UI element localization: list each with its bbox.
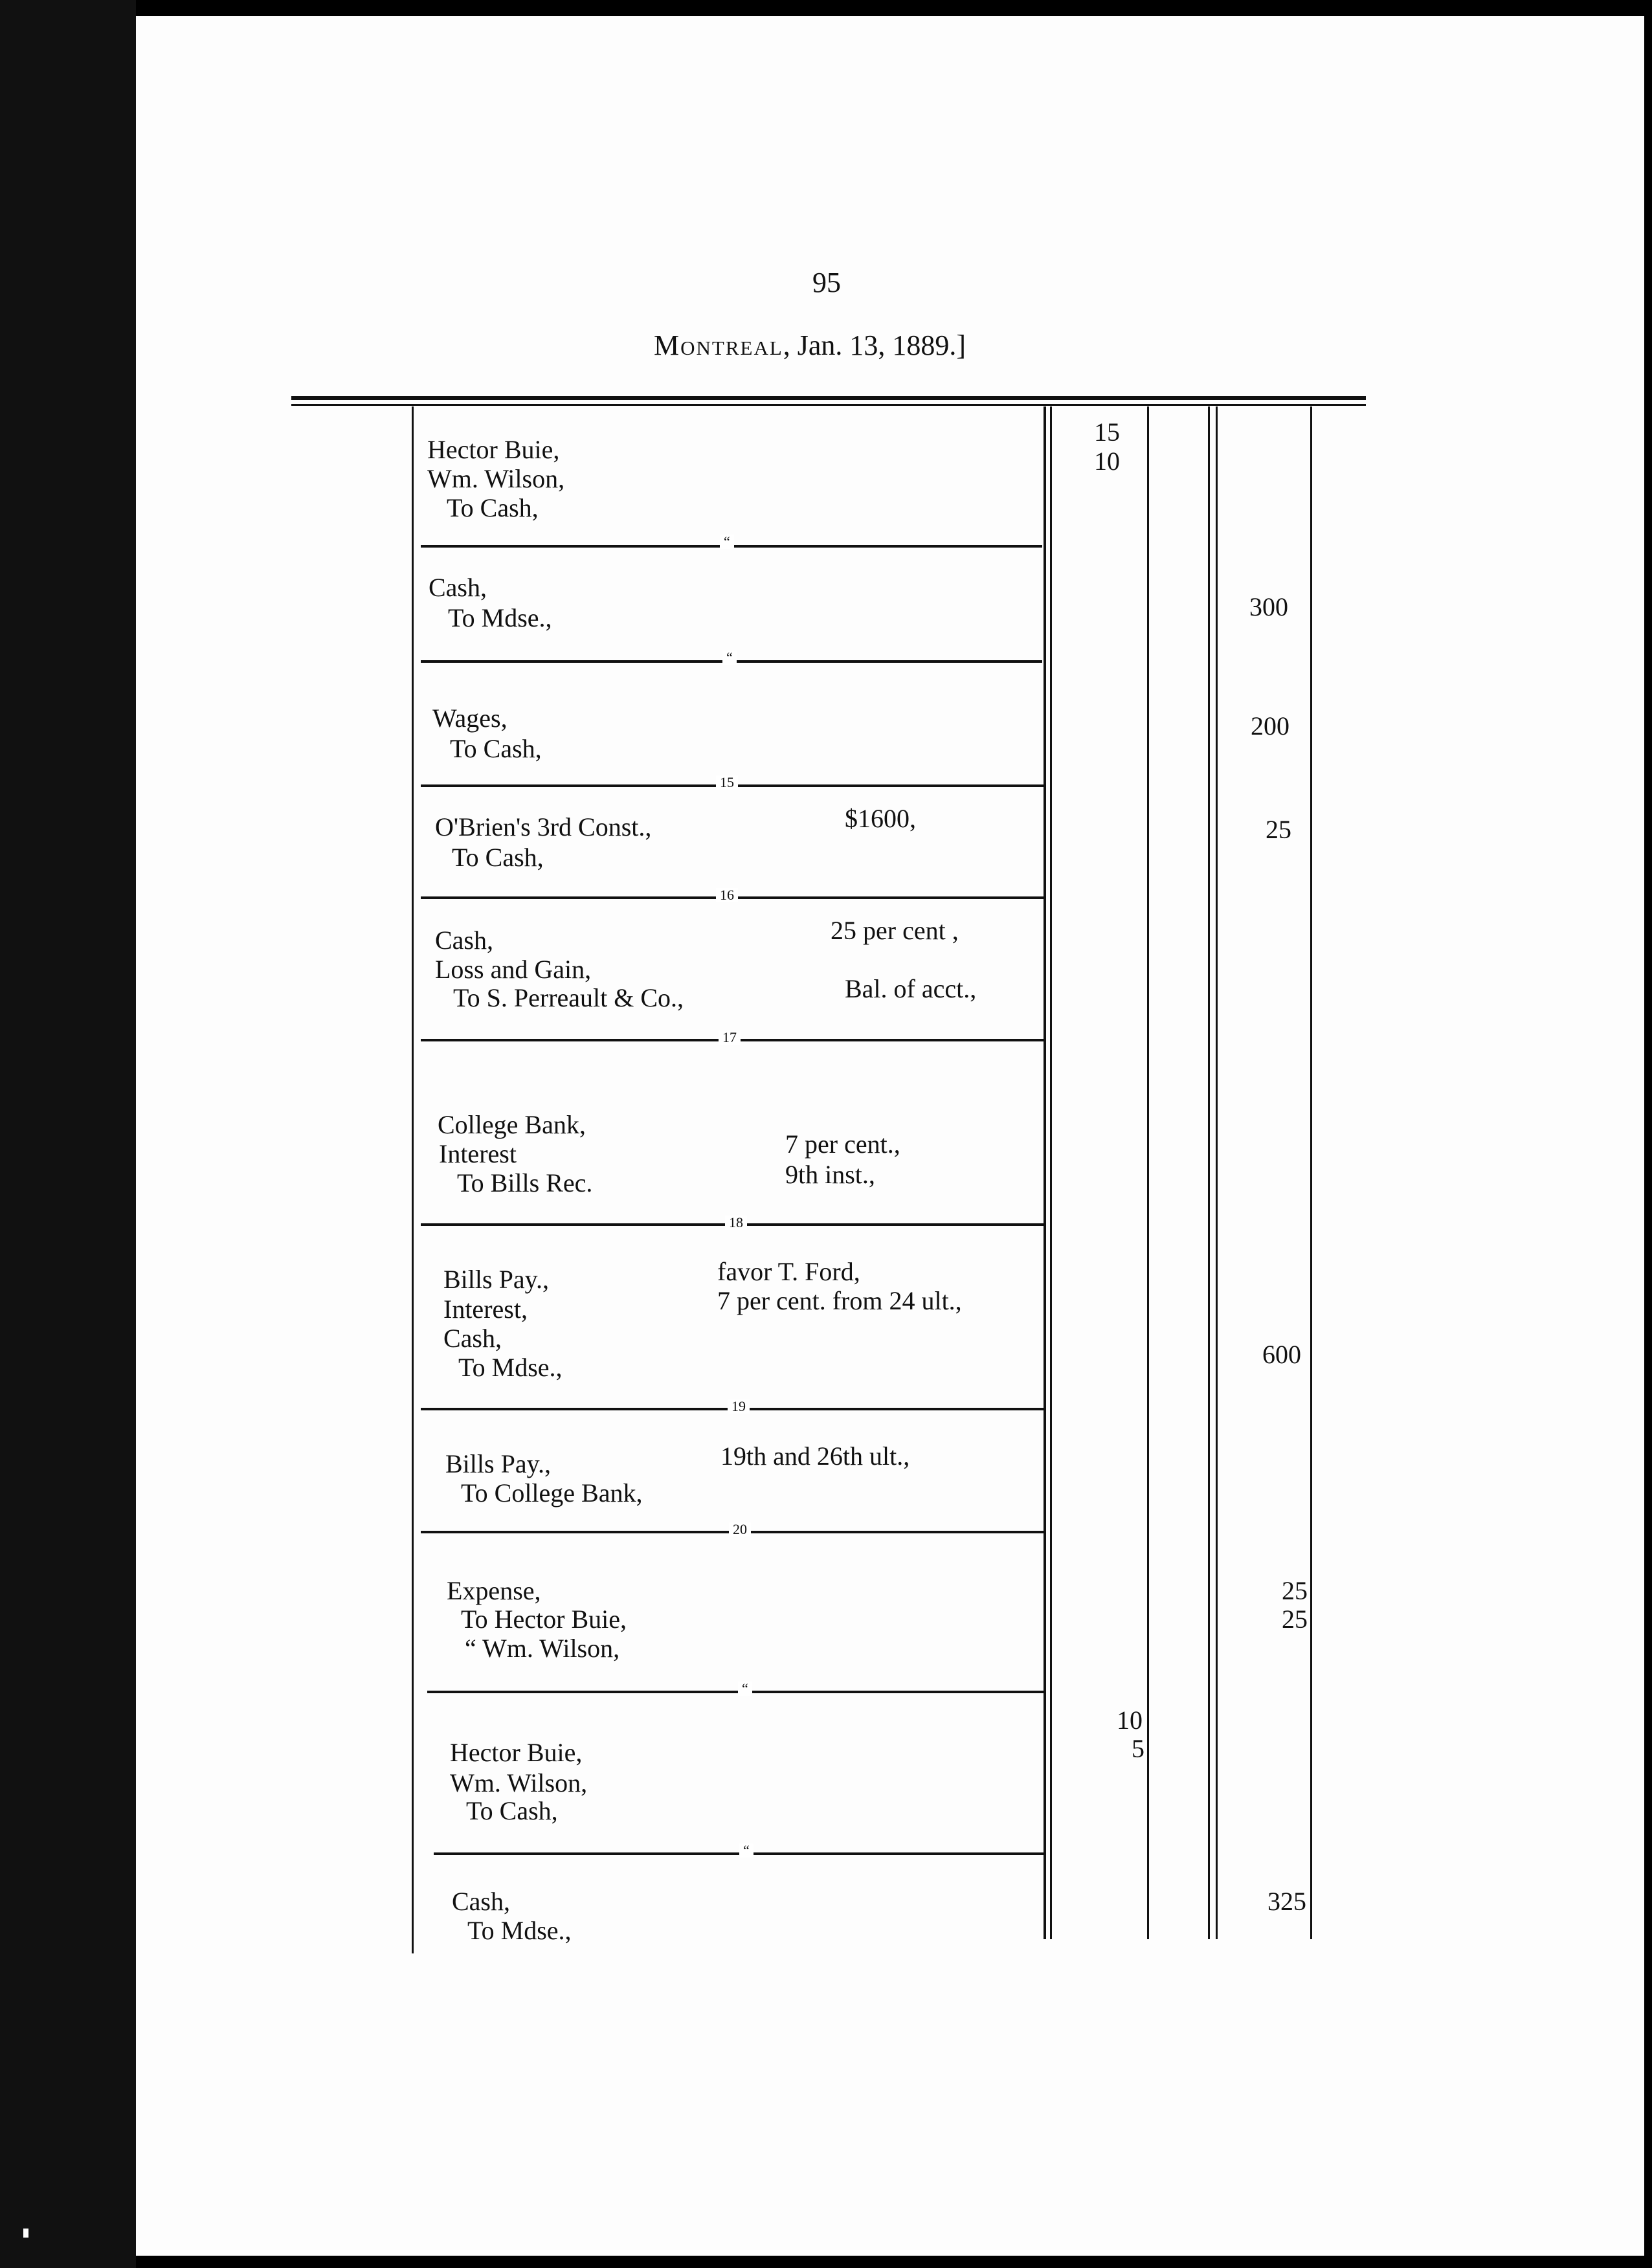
separator-label: “ — [739, 1843, 753, 1858]
amount-column-rule — [1147, 406, 1149, 1939]
amount-col2: 325 — [1267, 1887, 1306, 1916]
amount-column-rule-2 — [1208, 406, 1210, 1939]
account-line: To Hector Buie, — [461, 1605, 627, 1634]
account-line: Bills Pay., — [443, 1265, 549, 1294]
entry-separator — [427, 1691, 1044, 1693]
amount-col1: 5 — [1132, 1734, 1144, 1763]
amount-col1: 10 — [1117, 1706, 1143, 1735]
account-line: Interest — [439, 1139, 517, 1168]
entry-note: 7 per cent., — [785, 1129, 900, 1159]
account-line: Cash, — [443, 1324, 502, 1353]
scan-speck — [23, 2229, 28, 2238]
account-line: Expense, — [447, 1576, 541, 1605]
account-line: To Bills Rec. — [457, 1168, 593, 1197]
header-city: Montreal — [654, 329, 783, 361]
header-date: Jan. 13, 1889.] — [797, 329, 966, 361]
account-line: To Cash, — [447, 493, 539, 522]
entry-note: favor T. Ford, — [717, 1257, 860, 1286]
amount-col1: 15 — [1094, 417, 1120, 447]
account-line: O'Brien's 3rd Const., — [435, 812, 652, 841]
separator-label: 17 — [719, 1030, 741, 1045]
account-line: To Mdse., — [458, 1353, 563, 1382]
account-line: To Mdse., — [467, 1916, 572, 1945]
amount-col2: 600 — [1262, 1340, 1301, 1369]
account-line: Bills Pay., — [445, 1449, 551, 1478]
entry-note: 25 per cent , — [831, 916, 959, 945]
amount-column-rule-3 — [1216, 406, 1218, 1939]
amount-col2: 25 — [1266, 815, 1291, 844]
left-margin-rule — [412, 406, 414, 1953]
amount-col2: 300 — [1249, 592, 1288, 621]
account-line: Cash, — [452, 1887, 510, 1916]
account-line: College Bank, — [438, 1110, 586, 1139]
entry-note: 7 per cent. from 24 ult., — [717, 1286, 962, 1315]
separator-label: “ — [720, 535, 734, 549]
account-line: Interest, — [443, 1295, 528, 1324]
entry-note: $1600, — [845, 804, 916, 833]
account-line: Wages, — [432, 704, 508, 733]
right-column-rule — [1310, 406, 1312, 1939]
account-line: Loss and Gain, — [435, 955, 592, 984]
top-rule-2 — [291, 404, 1366, 406]
account-line: Wm. Wilson, — [427, 464, 565, 493]
account-line: To College Bank, — [461, 1478, 643, 1507]
account-line: “ Wm. Wilson, — [465, 1634, 620, 1663]
amount-col2: 200 — [1251, 711, 1289, 740]
entry-separator — [434, 1852, 1044, 1855]
entry-column-rule-2 — [1050, 406, 1052, 1939]
separator-label: 19 — [728, 1399, 750, 1414]
page-number: 95 — [812, 267, 841, 298]
account-line: Wm. Wilson, — [450, 1768, 588, 1797]
account-line: Hector Buie, — [427, 435, 560, 464]
scan-border-left — [0, 0, 136, 2268]
amount-col2: 25 — [1282, 1576, 1308, 1605]
entry-note: 19th and 26th ult., — [720, 1441, 910, 1471]
page-header: Montreal, Jan. 13, 1889.] — [654, 329, 966, 361]
separator-label: 15 — [716, 775, 738, 790]
amount-col2: 25 — [1282, 1605, 1308, 1634]
account-line: To S. Perreault & Co., — [453, 983, 684, 1012]
separator-label: “ — [738, 1682, 752, 1696]
account-line: Cash, — [429, 573, 487, 602]
separator-label: 20 — [729, 1522, 751, 1537]
account-line: To Cash, — [452, 843, 544, 872]
separator-label: 16 — [716, 888, 738, 902]
entry-column-rule — [1044, 406, 1046, 1939]
top-rule — [291, 396, 1366, 400]
account-line: To Cash, — [466, 1796, 558, 1825]
entry-note: Bal. of acct., — [845, 974, 977, 1003]
separator-label: 18 — [725, 1216, 747, 1230]
account-line: Hector Buie, — [450, 1738, 583, 1767]
separator-label: “ — [722, 650, 737, 665]
account-line: To Mdse., — [448, 603, 552, 632]
account-line: To Cash, — [450, 734, 542, 763]
entry-note: 9th inst., — [785, 1160, 875, 1189]
account-line: Cash, — [435, 926, 493, 955]
amount-col1: 10 — [1094, 447, 1120, 476]
